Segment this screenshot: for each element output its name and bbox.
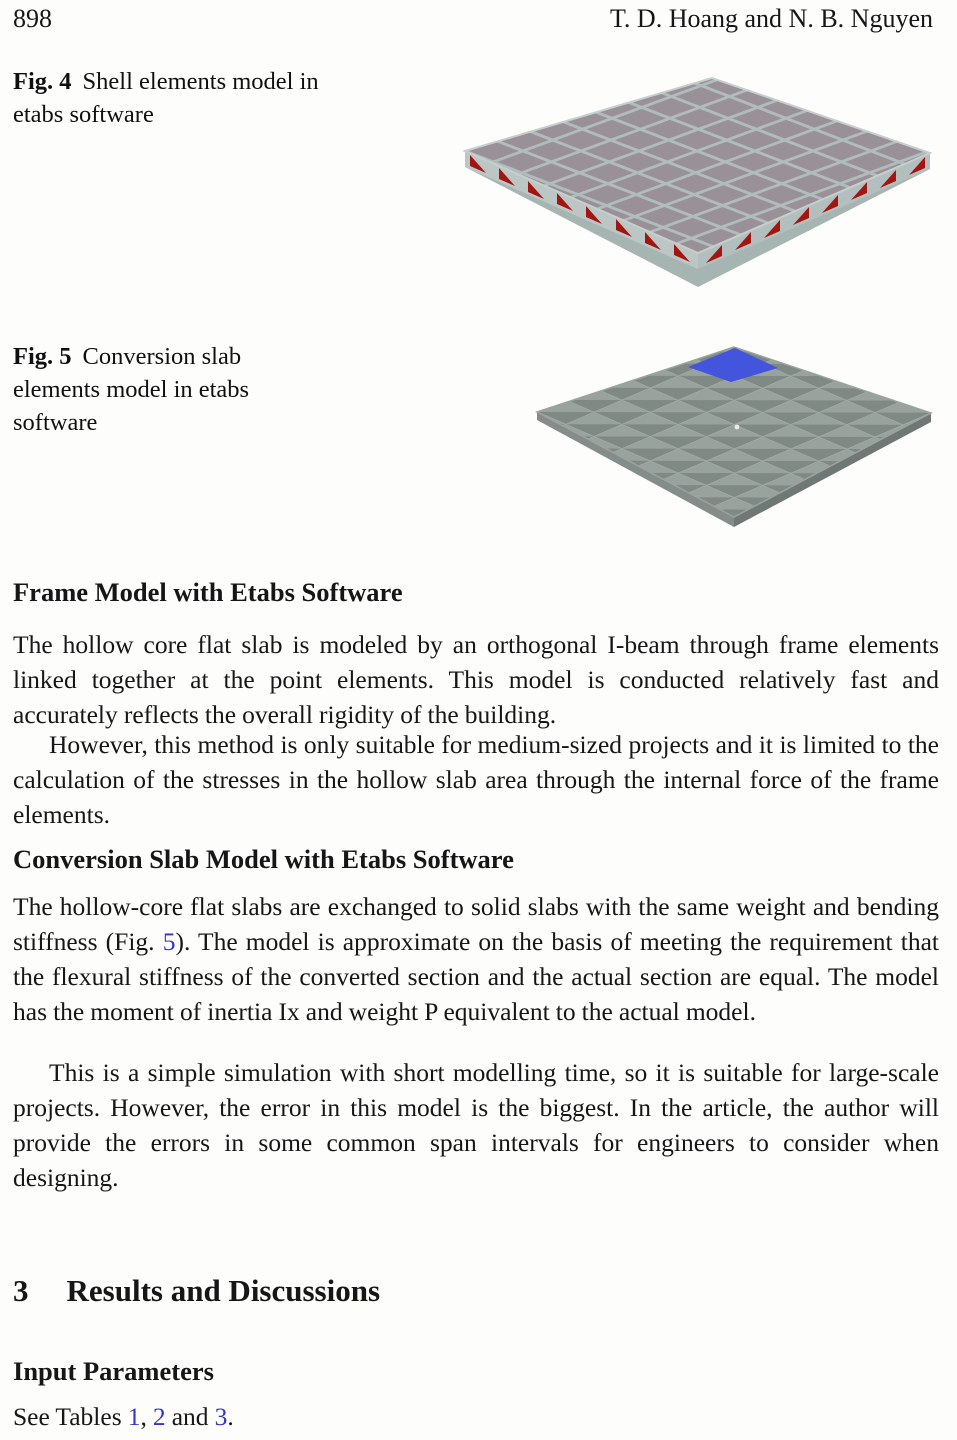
figure-4-image [440,50,957,300]
fig5-center-dot [735,425,740,430]
table-2-link[interactable]: 2 [152,1402,166,1431]
see-tables-text: See Tables [13,1402,128,1431]
figure-5-caption [13,340,268,439]
conversion-paragraph-text-after: ). The model is approximate on the basis of meeting the requirement that the flexural stiffness of the converted section and the actual section are equal. The model has the moment of inertia Ix and weight P equivalent to the actual model. [13,927,939,1026]
table-1-link[interactable]: 1 [127,1402,141,1431]
see-tables-line [13,1399,939,1434]
see-tables-separator-1: , [140,1402,153,1431]
figure-4-caption [13,65,343,131]
conversion-slab-paragraph-1 [13,889,939,1029]
figure-5-image [500,330,957,545]
conversion-slab-paragraph-2: This is a simple simulation with short modelling time, so it is suitable for large-scale projects. However, the error in this model is the biggest. In the article, the author will provide the errors in some common span intervals for engineers to consider when designing. [13,1058,939,1192]
see-tables-separator-2: and [165,1402,215,1431]
conversion-paragraph-text-before: The hollow-core flat slabs are exchanged to solid slabs with the same weight and bending stiffness (Fig. [13,892,939,956]
figure-4-label: Fig. 4 [13,68,72,95]
conversion-slab-heading: Conversion Slab Model with Etabs Software [13,844,514,874]
results-section-heading [13,1272,380,1309]
running-head-authors: T. D. Hoang and N. B. Nguyen [609,4,933,33]
figure-5-link[interactable]: 5 [162,927,176,956]
frame-model-heading: Frame Model with Etabs Software [13,577,403,607]
see-tables-suffix: . [227,1402,234,1431]
frame-model-paragraph-2: However, this method is only suitable for medium-sized projects and it is limited to the calculation of the stresses in the hollow slab area through the internal force of the frame elements. [13,730,939,829]
section-title: Results and Discussions [66,1273,381,1308]
figure-4-caption-text: Shell elements model in etabs software [13,68,319,128]
figure-5-label: Fig. 5 [13,343,72,370]
fig4-top-face [465,78,930,253]
table-3-link[interactable]: 3 [214,1402,228,1431]
page-number: 898 [13,4,52,33]
input-parameters-heading: Input Parameters [13,1356,214,1386]
section-number: 3 [13,1273,29,1308]
frame-model-paragraph-1: The hollow core flat slab is modeled by an orthogonal I-beam through frame elements linked together at the point elements. This model is conducted relatively fast and accurately reflects the overall rigidity of the building. [13,630,939,729]
figure-5-caption-text: Conversion slab elements model in etabs software [13,343,250,436]
